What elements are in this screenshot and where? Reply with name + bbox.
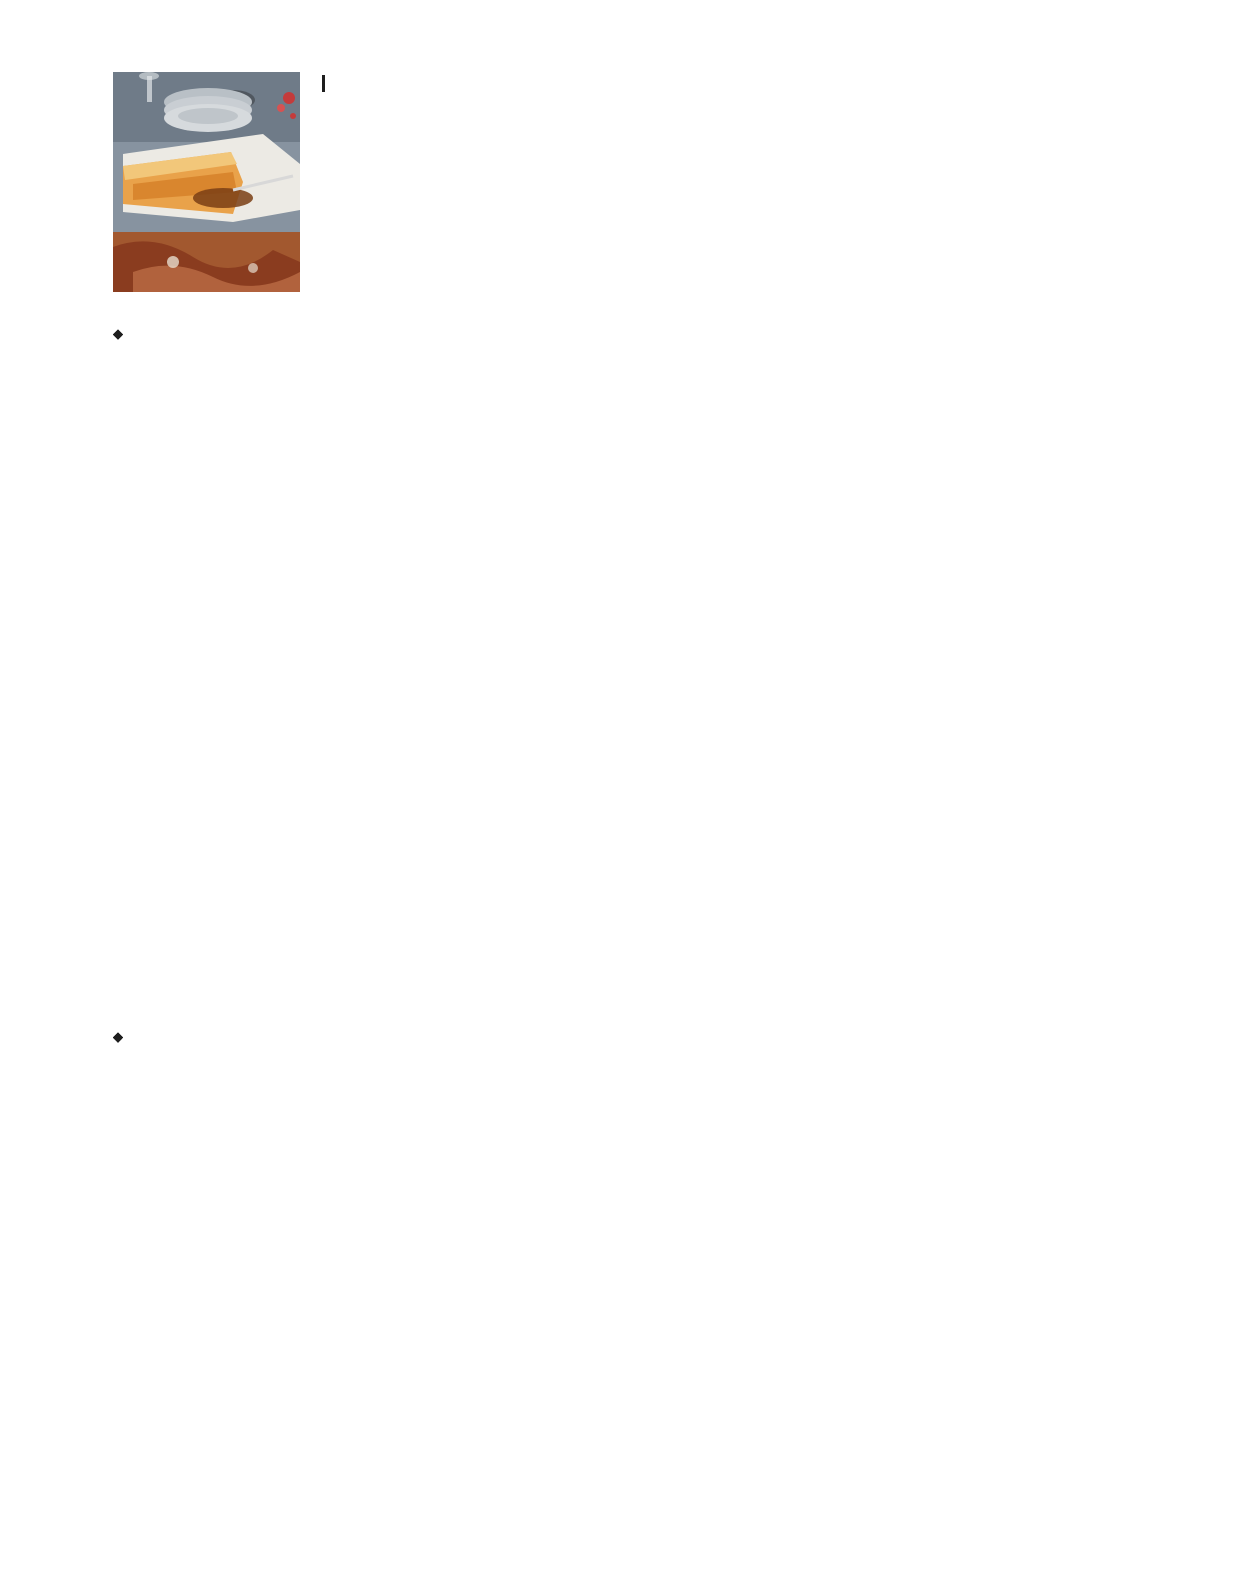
tag-square xyxy=(1218,35,1221,38)
corner-colour-tag xyxy=(1214,31,1221,38)
page-footer xyxy=(35,1515,56,1535)
recipe-photo xyxy=(113,72,300,292)
creme-caramel-photo-illustration xyxy=(113,72,300,292)
tag-square xyxy=(1218,31,1221,34)
recipe-meta xyxy=(322,75,337,92)
tag-square xyxy=(1214,31,1217,34)
serves-line xyxy=(333,75,337,92)
tag-square xyxy=(1214,35,1217,38)
